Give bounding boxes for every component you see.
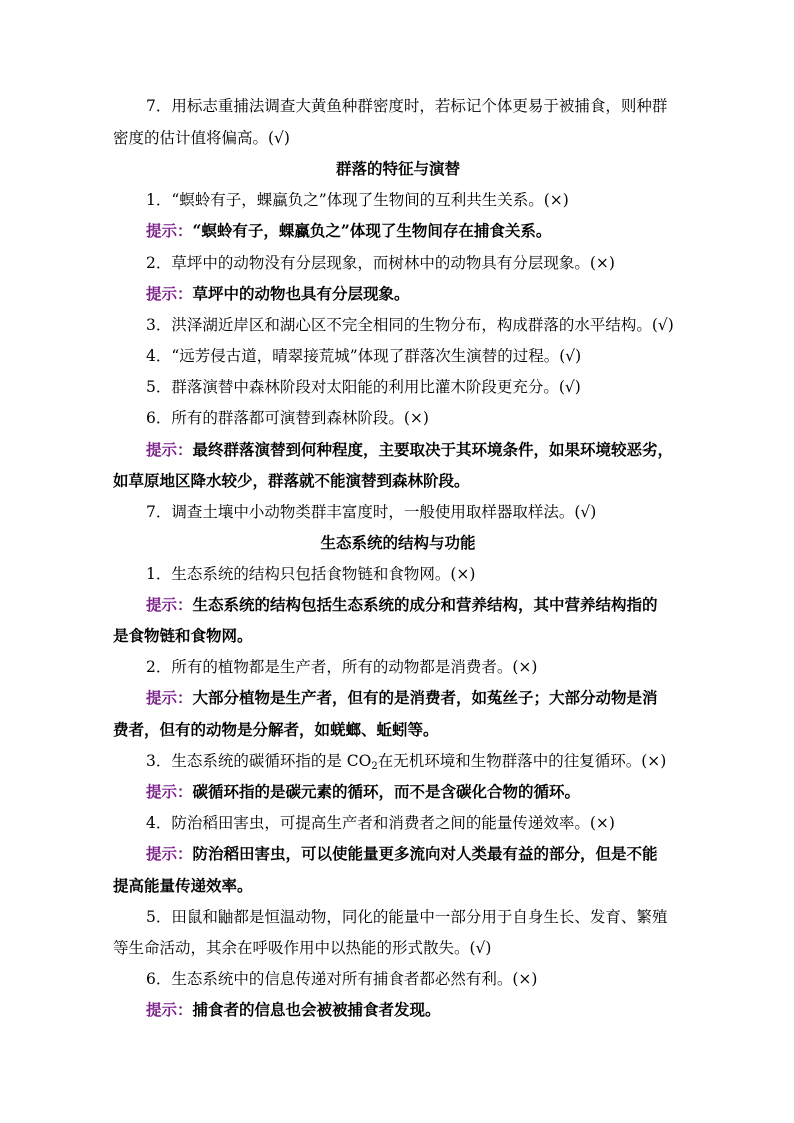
section-title: 群落的特征与演替: [335, 159, 460, 178]
hint-label: 提示：: [146, 688, 193, 707]
question-text: 3．洪泽湖近岸区和湖心区不完全相同的生物分布，构成群落的水平结构。(√): [146, 316, 674, 334]
hint-text: “螟蛉有子，蜾蠃负之”体现了生物间存在捕食关系。: [192, 221, 552, 240]
hint-text: 大部分植物是生产者，但有的是消费者，如菟丝子；大部分动物是消: [192, 688, 658, 707]
question-text: 5．田鼠和鼬都是恒温动物，同化的能量中一部分用于自身生长、发育、繁殖: [146, 908, 668, 926]
hint-line: [146, 221, 683, 241]
hint-line: [146, 440, 683, 460]
hint-line: [146, 844, 683, 864]
question-text: 7．调查土壤中小动物类群丰富度时，一般使用取样器取样法。(√): [146, 503, 597, 521]
question-text: 6．生态系统中的信息传递对所有捕食者都必然有利。(×): [146, 970, 538, 988]
hint-text: 捕食者的信息也会被被捕食者发现。: [192, 1000, 441, 1019]
hint-label: 提示：: [146, 440, 193, 459]
hint-text: 生态系统的结构包括生态系统的成分和营养结构，其中营养结构指的: [192, 595, 658, 614]
question-text: 4．“远芳侵古道，晴翠接荒城”体现了群落次生演替的过程。(√): [146, 347, 582, 365]
hint-text: 费者，但有的动物是分解者，如蜣螂、蚯蚓等。: [113, 720, 439, 739]
hint-line: [146, 688, 683, 708]
question-text: 6．所有的群落都可演替到森林阶段。(×): [146, 409, 429, 427]
question-text: 7．用标志重捕法调查大黄鱼种群密度时，若标记个体更易于被捕食，则种群: [146, 97, 668, 115]
question-text: 2．所有的植物都是生产者，所有的动物都是消费者。(×): [146, 658, 538, 676]
hint-label: 提示：: [146, 782, 193, 801]
question-text: [146, 751, 683, 771]
question-text: 1．“螟蛉有子，蜾蠃负之”体现了生物间的互利共生关系。(×): [146, 191, 569, 209]
hint-line: [146, 595, 683, 615]
hint-text: 如草原地区降水较少，群落就不能演替到森林阶段。: [113, 471, 470, 490]
question-text: 4．防治稻田害虫，可提高生产者和消费者之间的能量传递效率。(×): [146, 814, 615, 832]
hint-line: [146, 284, 683, 304]
hint-text: 防治稻田害虫，可以使能量更多流向对人类最有益的部分，但是不能: [192, 844, 658, 863]
question-text-part: 在无机环境和生物群落中的往复循环。(×): [377, 752, 667, 770]
question-text: 等生命活动，其余在呼吸作用中以热能的形式散失。(√): [113, 939, 492, 957]
hint-text: 是食物链和食物网。: [113, 626, 253, 645]
hint-text: 碳循环指的是碳元素的循环，而不是含碳化合物的循环。: [192, 782, 581, 801]
hint-line: [146, 782, 683, 802]
hint-label: 提示：: [146, 221, 193, 240]
question-text: 密度的估计值将偏高。(√): [113, 129, 290, 147]
question-text: 5．群落演替中森林阶段对太阳能的利用比灌木阶段更充分。(√): [146, 378, 581, 396]
hint-text: 提高能量传递效率。: [113, 876, 253, 895]
hint-label: 提示：: [146, 595, 193, 614]
hint-label: 提示：: [146, 844, 193, 863]
section-title: 生态系统的结构与功能: [320, 533, 476, 552]
question-text: 2．草坪中的动物没有分层现象，而树林中的动物具有分层现象。(×): [146, 254, 615, 272]
subscript: 2: [371, 761, 378, 771]
question-text: 1．生态系统的结构只包括食物链和食物网。(×): [146, 565, 476, 583]
hint-label: 提示：: [146, 284, 193, 303]
hint-line: [146, 1000, 683, 1020]
hint-text: 草坪中的动物也具有分层现象。: [192, 284, 410, 303]
hint-label: 提示：: [146, 1000, 193, 1019]
question-text-part: 3．生态系统的碳循环指的是 CO: [146, 752, 372, 770]
hint-text: 最终群落演替到何种程度，主要取决于其环境条件，如果环境较恶劣，: [192, 440, 674, 459]
